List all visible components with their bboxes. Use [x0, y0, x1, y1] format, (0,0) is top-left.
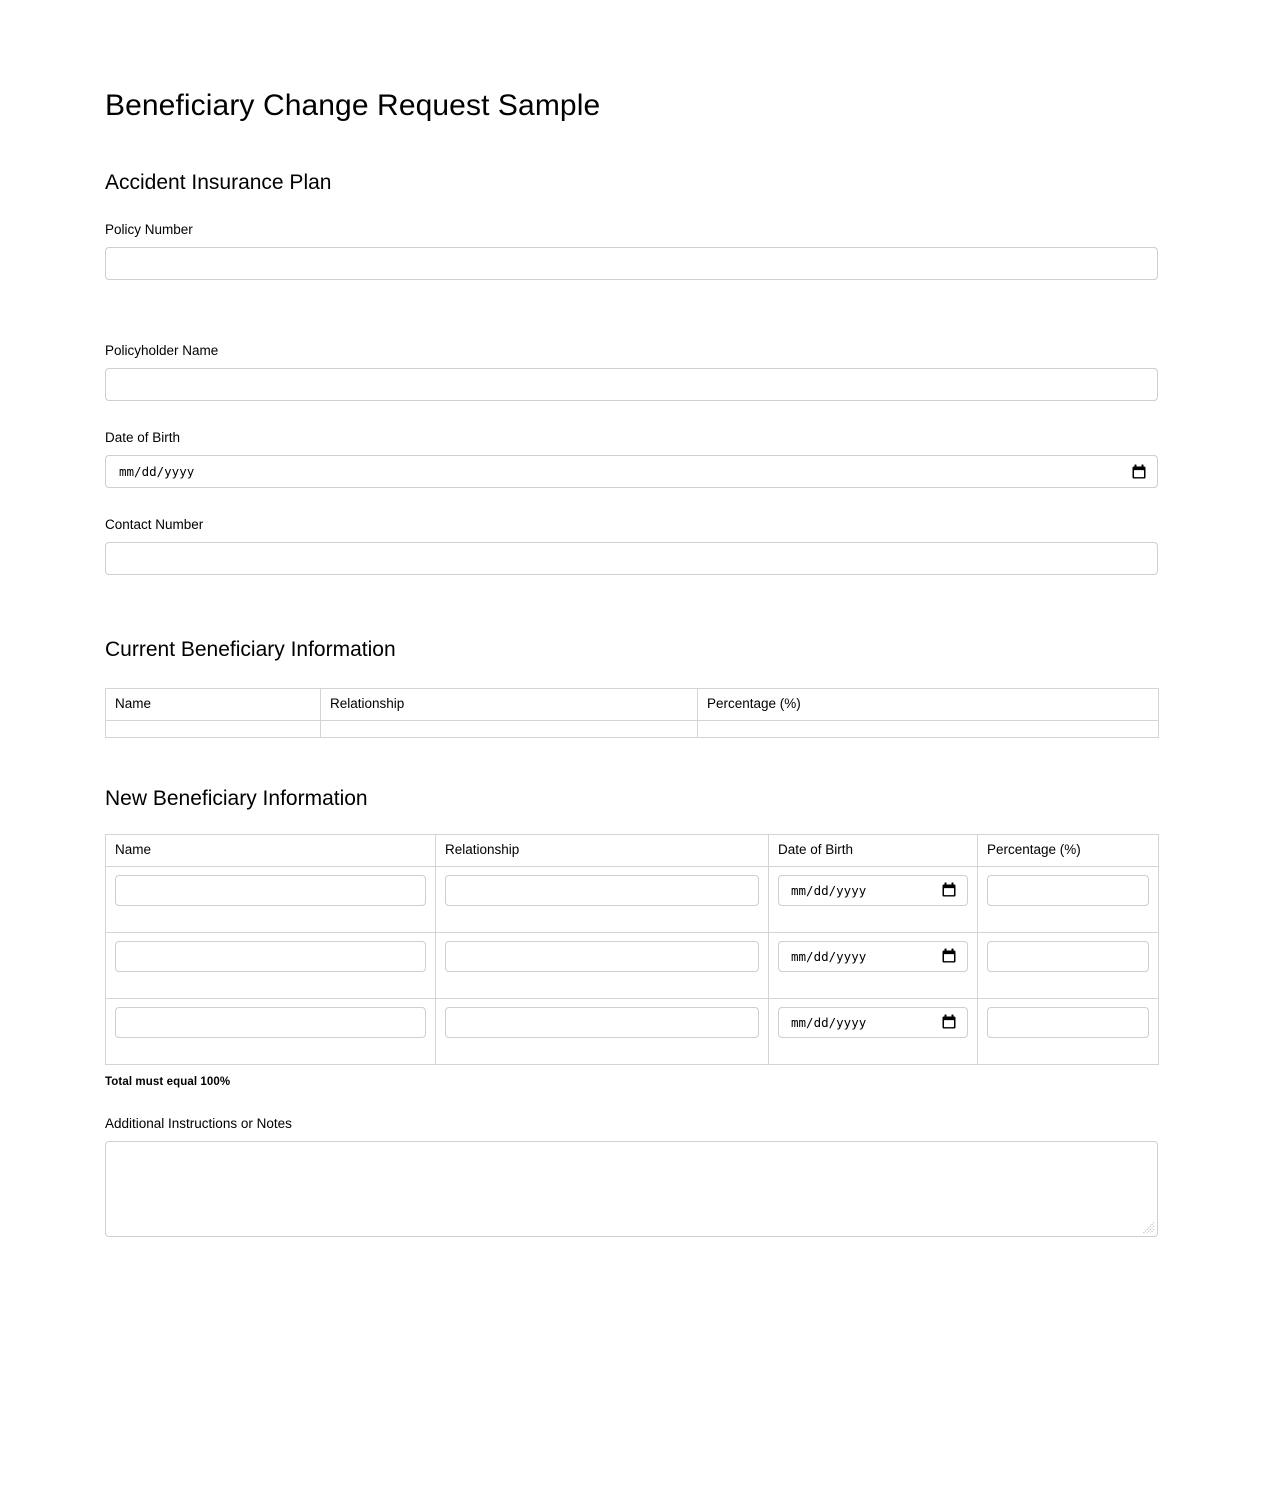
new-beneficiary-relationship-input-1[interactable]	[445, 875, 759, 906]
cell-relationship	[436, 932, 769, 998]
form-content	[105, 88, 1158, 1237]
cell-percentage	[978, 932, 1159, 998]
calendar-icon[interactable]	[942, 949, 956, 964]
section-heading-new-beneficiary: New Beneficiary Information	[105, 787, 368, 811]
table-row	[106, 866, 1159, 932]
calendar-icon[interactable]	[942, 883, 956, 898]
field-date-of-birth	[105, 429, 1158, 488]
date-of-birth-placeholder: mm/dd/yyyy	[119, 464, 195, 480]
new-beneficiary-percentage-input-3[interactable]	[987, 1007, 1149, 1038]
column-header-percentage: Percentage (%)	[698, 689, 1159, 721]
field-policyholder-name	[105, 342, 1158, 401]
cell-date-of-birth	[769, 932, 978, 998]
dob-placeholder: mm/dd/yyyy	[791, 1014, 867, 1030]
resize-grip-icon[interactable]	[1142, 1221, 1155, 1234]
new-beneficiary-dob-input-2[interactable]	[778, 941, 968, 972]
field-contact-number	[105, 516, 1158, 575]
column-header-name: Name	[106, 834, 436, 866]
table-header-row	[106, 689, 1159, 721]
total-percentage-note: Total must equal 100%	[105, 1075, 231, 1088]
section-heading-plan: Accident Insurance Plan	[105, 171, 332, 194]
date-of-birth-label: Date of Birth	[105, 430, 181, 446]
field-policy-number	[105, 221, 1158, 280]
policyholder-name-input[interactable]	[105, 368, 1158, 401]
dob-placeholder: mm/dd/yyyy	[791, 948, 867, 964]
new-beneficiary-dob-input-1[interactable]	[778, 875, 968, 906]
spacer	[105, 502, 1158, 516]
policy-number-label: Policy Number	[105, 222, 193, 238]
column-header-name: Name	[106, 689, 321, 721]
column-header-date-of-birth: Date of Birth	[769, 834, 978, 866]
calendar-icon[interactable]	[1132, 464, 1146, 479]
cell-percentage	[978, 866, 1159, 932]
new-beneficiary-relationship-input-3[interactable]	[445, 1007, 759, 1038]
field-additional-notes	[105, 1115, 1158, 1237]
spacer	[105, 294, 1158, 342]
cell-name	[106, 721, 321, 738]
cell-relationship	[436, 998, 769, 1064]
contact-number-input[interactable]	[105, 542, 1158, 575]
new-beneficiary-dob-input-3[interactable]	[778, 1007, 968, 1038]
cell-date-of-birth	[769, 866, 978, 932]
new-beneficiary-percentage-input-2[interactable]	[987, 941, 1149, 972]
cell-date-of-birth	[769, 998, 978, 1064]
spacer	[105, 1088, 1158, 1115]
date-of-birth-input[interactable]	[105, 455, 1158, 488]
table-header-row	[106, 834, 1159, 866]
current-beneficiary-table	[105, 688, 1159, 738]
new-beneficiary-percentage-input-1[interactable]	[987, 875, 1149, 906]
contact-number-label: Contact Number	[105, 517, 204, 533]
page-title: Beneficiary Change Request Sample	[105, 89, 601, 122]
cell-name	[106, 866, 436, 932]
spacer	[105, 589, 1158, 637]
new-beneficiary-name-input-3[interactable]	[115, 1007, 426, 1038]
column-header-percentage: Percentage (%)	[978, 834, 1159, 866]
calendar-icon[interactable]	[942, 1015, 956, 1030]
column-header-relationship: Relationship	[436, 834, 769, 866]
cell-relationship	[321, 721, 698, 738]
new-beneficiary-name-input-1[interactable]	[115, 875, 426, 906]
table-row	[106, 932, 1159, 998]
additional-notes-label: Additional Instructions or Notes	[105, 1115, 292, 1131]
dob-placeholder: mm/dd/yyyy	[791, 882, 867, 898]
cell-relationship	[436, 866, 769, 932]
cell-percentage	[978, 998, 1159, 1064]
cell-name	[106, 932, 436, 998]
new-beneficiary-name-input-2[interactable]	[115, 941, 426, 972]
cell-name	[106, 998, 436, 1064]
new-beneficiary-table	[105, 834, 1159, 1065]
spacer	[105, 738, 1158, 786]
cell-percentage	[698, 721, 1159, 738]
additional-notes-textarea[interactable]	[105, 1141, 1158, 1237]
policyholder-name-label: Policyholder Name	[105, 343, 219, 359]
table-row	[106, 721, 1159, 738]
table-row	[106, 998, 1159, 1064]
spacer	[105, 415, 1158, 429]
section-heading-current-beneficiary: Current Beneficiary Information	[105, 638, 396, 662]
column-header-relationship: Relationship	[321, 689, 698, 721]
policy-number-input[interactable]	[105, 247, 1158, 280]
new-beneficiary-relationship-input-2[interactable]	[445, 941, 759, 972]
